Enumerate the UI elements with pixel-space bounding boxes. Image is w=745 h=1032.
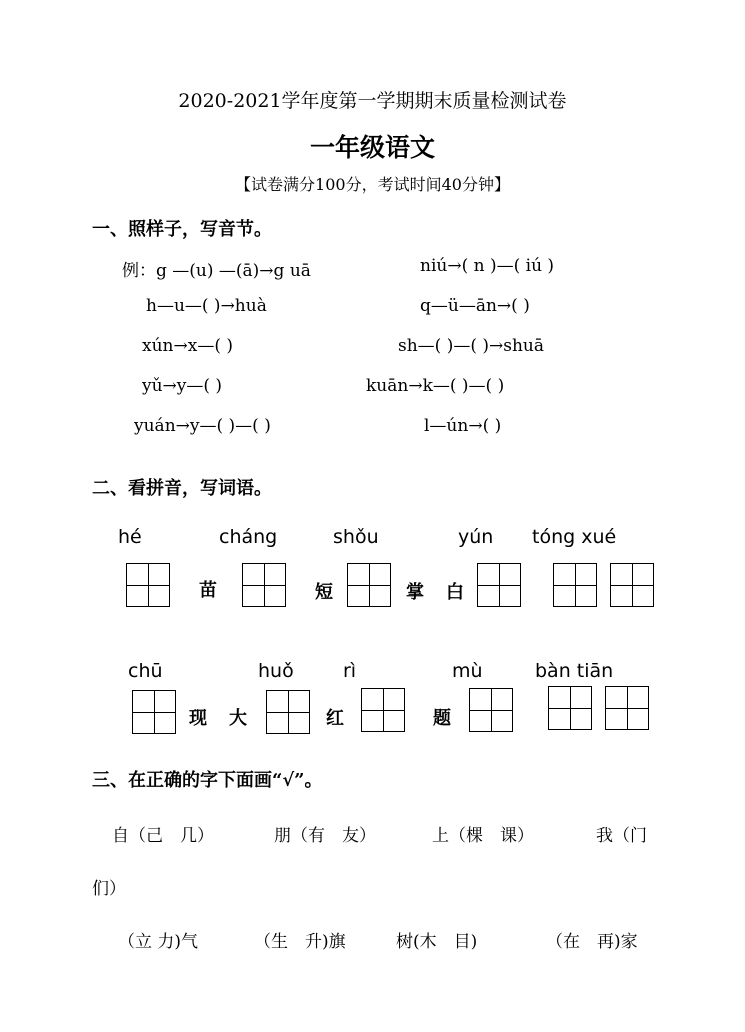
s1-row3-right: sh—( )—( )→shuā: [398, 336, 545, 356]
s1-row2-right: q—ü—ān→( ): [420, 296, 530, 316]
hanzi: 短: [315, 582, 333, 603]
section-2-heading: 二、看拼音，写词语。: [92, 478, 272, 499]
choice-item[interactable]: 我（门: [596, 826, 647, 846]
s1-row1-left: 例：g —(u) —(ā)→g uā: [122, 261, 311, 281]
hanzi: 题: [433, 708, 451, 729]
s1-row4-right: kuān→k—( )—( ): [366, 376, 505, 396]
writing-box[interactable]: [361, 688, 405, 732]
writing-box[interactable]: [477, 563, 521, 607]
writing-box[interactable]: [126, 563, 170, 607]
hanzi: 现: [189, 708, 207, 729]
hanzi: 苗: [199, 580, 217, 601]
pinyin: hé: [118, 526, 142, 548]
subject-title: 一年级语文: [309, 133, 435, 162]
exam-note: 【试卷满分100分，考试时间40分钟】: [235, 175, 510, 194]
s1-row4-left: yǔ→y—( ): [142, 376, 223, 396]
pinyin: tóng xué: [532, 526, 617, 548]
pinyin: bàn tiān: [535, 660, 614, 682]
pinyin: rì: [343, 660, 357, 682]
writing-box[interactable]: [605, 686, 649, 730]
s1-row3-left: xún→x—( ): [142, 336, 233, 356]
pinyin: cháng: [219, 526, 278, 548]
section-3-heading: 三、在正确的字下面画“√”。: [92, 770, 323, 791]
choice-item[interactable]: 树(木 目): [396, 932, 478, 952]
pinyin: mù: [452, 660, 483, 682]
s1-row1-right: niú→( n )—( iú ): [420, 256, 555, 276]
pinyin: yún: [458, 526, 494, 548]
writing-box[interactable]: [610, 563, 654, 607]
hanzi: 白: [446, 582, 464, 603]
writing-box[interactable]: [132, 690, 176, 734]
section-1-heading: 一、照样子，写音节。: [92, 219, 272, 240]
hanzi: 红: [326, 708, 344, 729]
s1-row5-right: l—ún→( ): [424, 416, 502, 436]
writing-box[interactable]: [347, 563, 391, 607]
hanzi: 掌: [406, 582, 424, 603]
writing-box[interactable]: [242, 563, 286, 607]
writing-box[interactable]: [548, 686, 592, 730]
s1-row2-left: h—u—( )→huà: [146, 296, 267, 316]
writing-box[interactable]: [553, 563, 597, 607]
pinyin: chū: [128, 660, 163, 682]
choice-item[interactable]: 自（己 几）: [112, 826, 214, 846]
choice-item[interactable]: 朋（有 友）: [274, 826, 376, 846]
hanzi: 大: [229, 708, 247, 729]
writing-box[interactable]: [266, 690, 310, 734]
choice-item[interactable]: （生 升)旗: [254, 932, 346, 952]
choice-item[interactable]: （立 力)气: [118, 932, 199, 952]
choice-item[interactable]: （在 再)家: [546, 932, 638, 952]
choice-item[interactable]: 上（棵 课）: [432, 826, 534, 846]
s1-row5-left: yuán→y—( )—( ): [134, 416, 271, 436]
choice-item-cont: 们）: [92, 879, 126, 899]
pinyin: huǒ: [258, 660, 294, 682]
pinyin: shǒu: [333, 526, 379, 548]
writing-box[interactable]: [469, 688, 513, 732]
exam-title: 2020-2021学年度第一学期期末质量检测试卷: [178, 90, 567, 112]
